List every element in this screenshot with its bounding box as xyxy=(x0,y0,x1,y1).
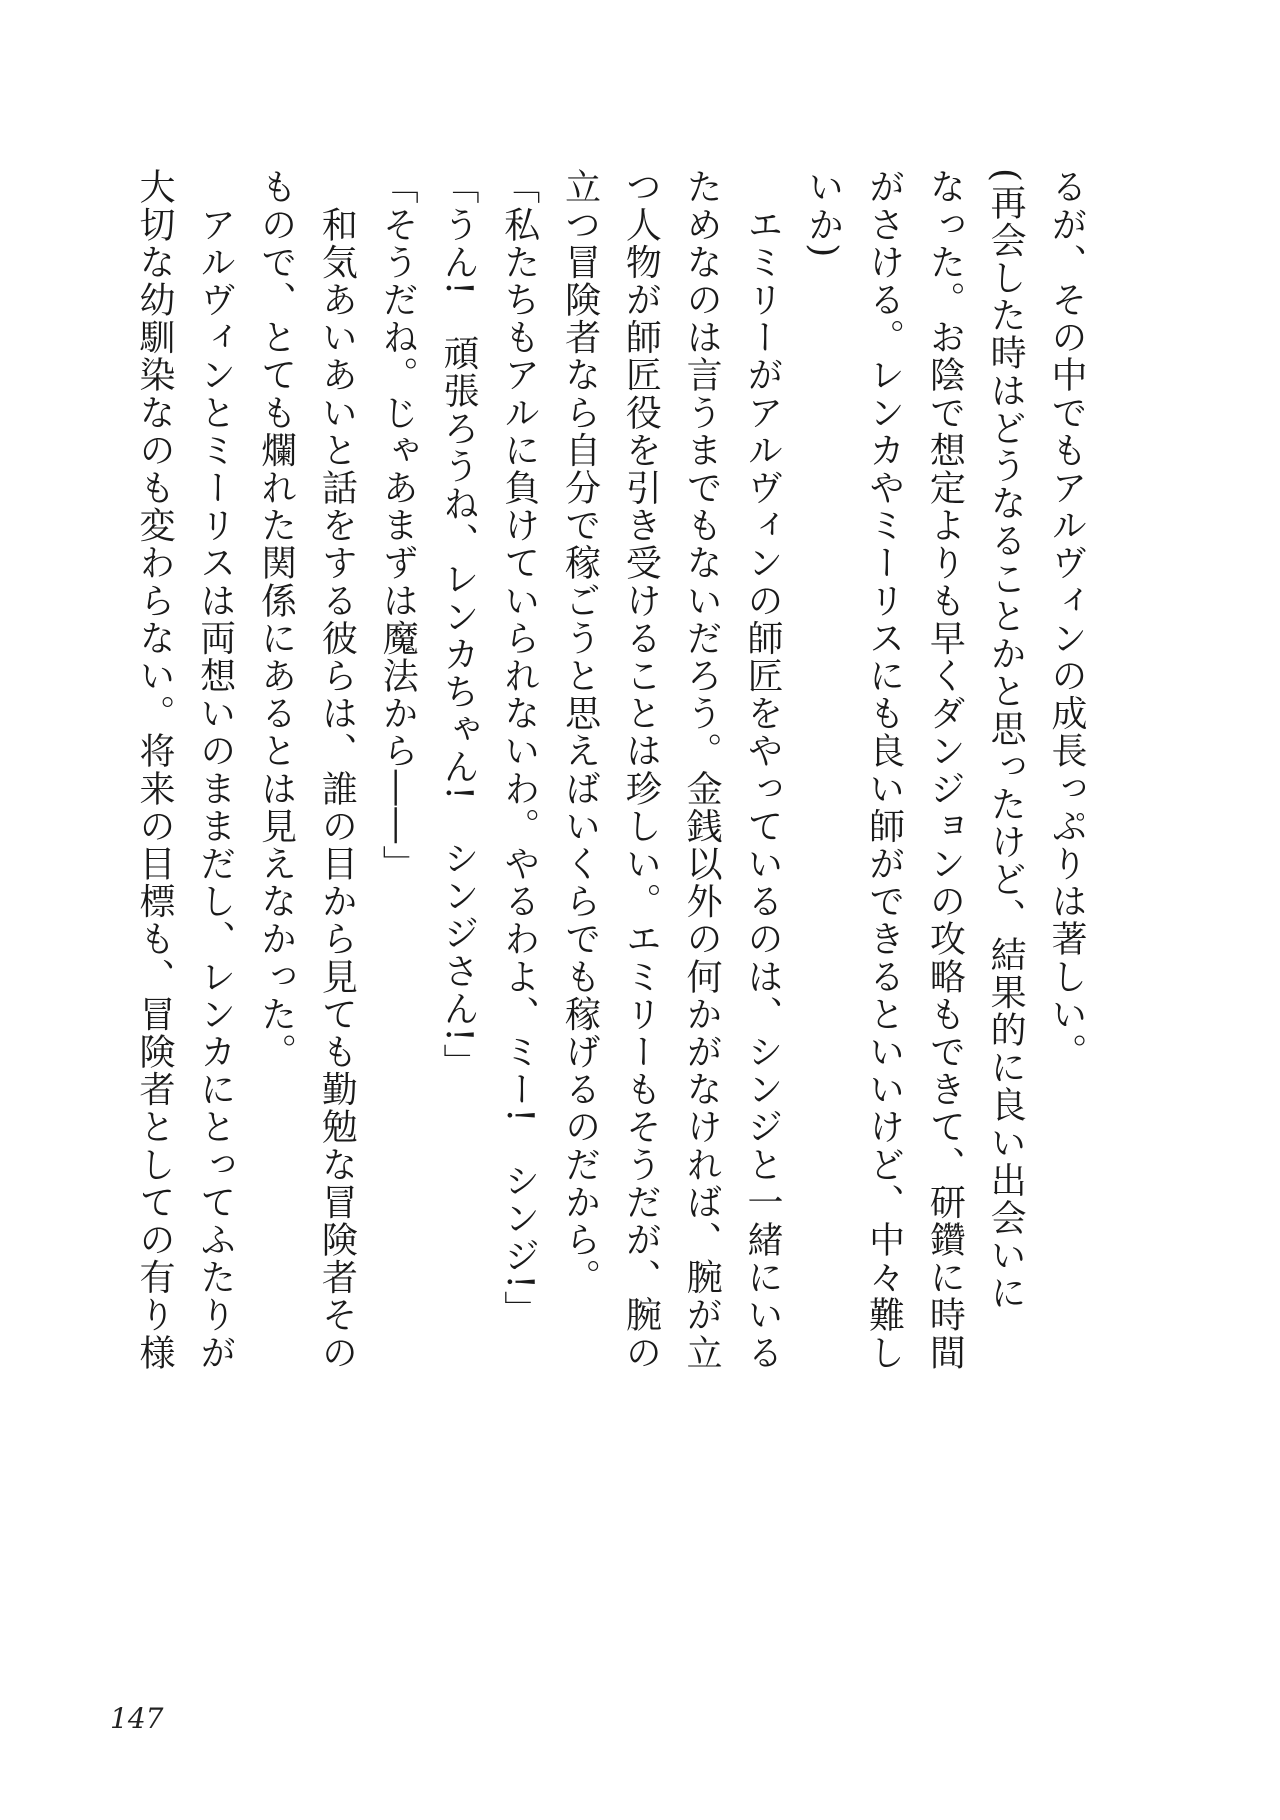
text-line: アルヴィンとミーリスは両想いのままだし、レンカにとってふたりが xyxy=(194,168,236,1372)
vertical-text-body xyxy=(130,168,1090,1468)
text-line: つ人物が師匠役を引き受けることは珍しい。エミリーもそうだが、腕の xyxy=(620,168,662,1372)
text-line: 和気あいあいと話をする彼らは、誰の目から見ても勤勉な冒険者その xyxy=(316,168,358,1372)
text-line: がさける。レンカやミーリスにも良い師ができるといいけど、中々難し xyxy=(863,168,905,1372)
text-line: 「うん! 頑張ろうね、レンカちゃん! シンジさん!」 xyxy=(437,168,479,1082)
text-line: 「私たちもアルに負けていられないわ。やるわよ、ミー! シンジ!」 xyxy=(498,168,540,1329)
text-line: もので、とても爛れた関係にあるとは見えなかった。 xyxy=(255,168,297,1071)
text-line: 「そうだね。じゃあまずは魔法から――」 xyxy=(377,168,419,883)
page-number: 147 xyxy=(110,1702,164,1735)
text-line: いか) xyxy=(802,168,844,259)
text-line: るが、その中でもアルヴィンの成長っぷりは著しい。 xyxy=(1045,168,1087,1071)
text-line: 大切な幼馴染なのも変わらない。将来の目標も、冒険者としての有り様 xyxy=(134,168,175,1372)
text-line: (再会した時はどうなることかと思ったけど、結果的に良い出会いに xyxy=(985,168,1027,1312)
text-line: 立つ冒険者なら自分で稼ごうと思えばいくらでも稼げるのだから。 xyxy=(559,168,601,1296)
text-line: ためなのは言うまでもないだろう。金銭以外の何かがなければ、腕が立 xyxy=(681,168,723,1372)
text-line: エミリーがアルヴィンの師匠をやっているのは、シンジと一緒にいる xyxy=(741,168,783,1372)
text-line: なった。お陰で想定よりも早くダンジョンの攻略もできて、研鑽に時間 xyxy=(924,168,966,1372)
